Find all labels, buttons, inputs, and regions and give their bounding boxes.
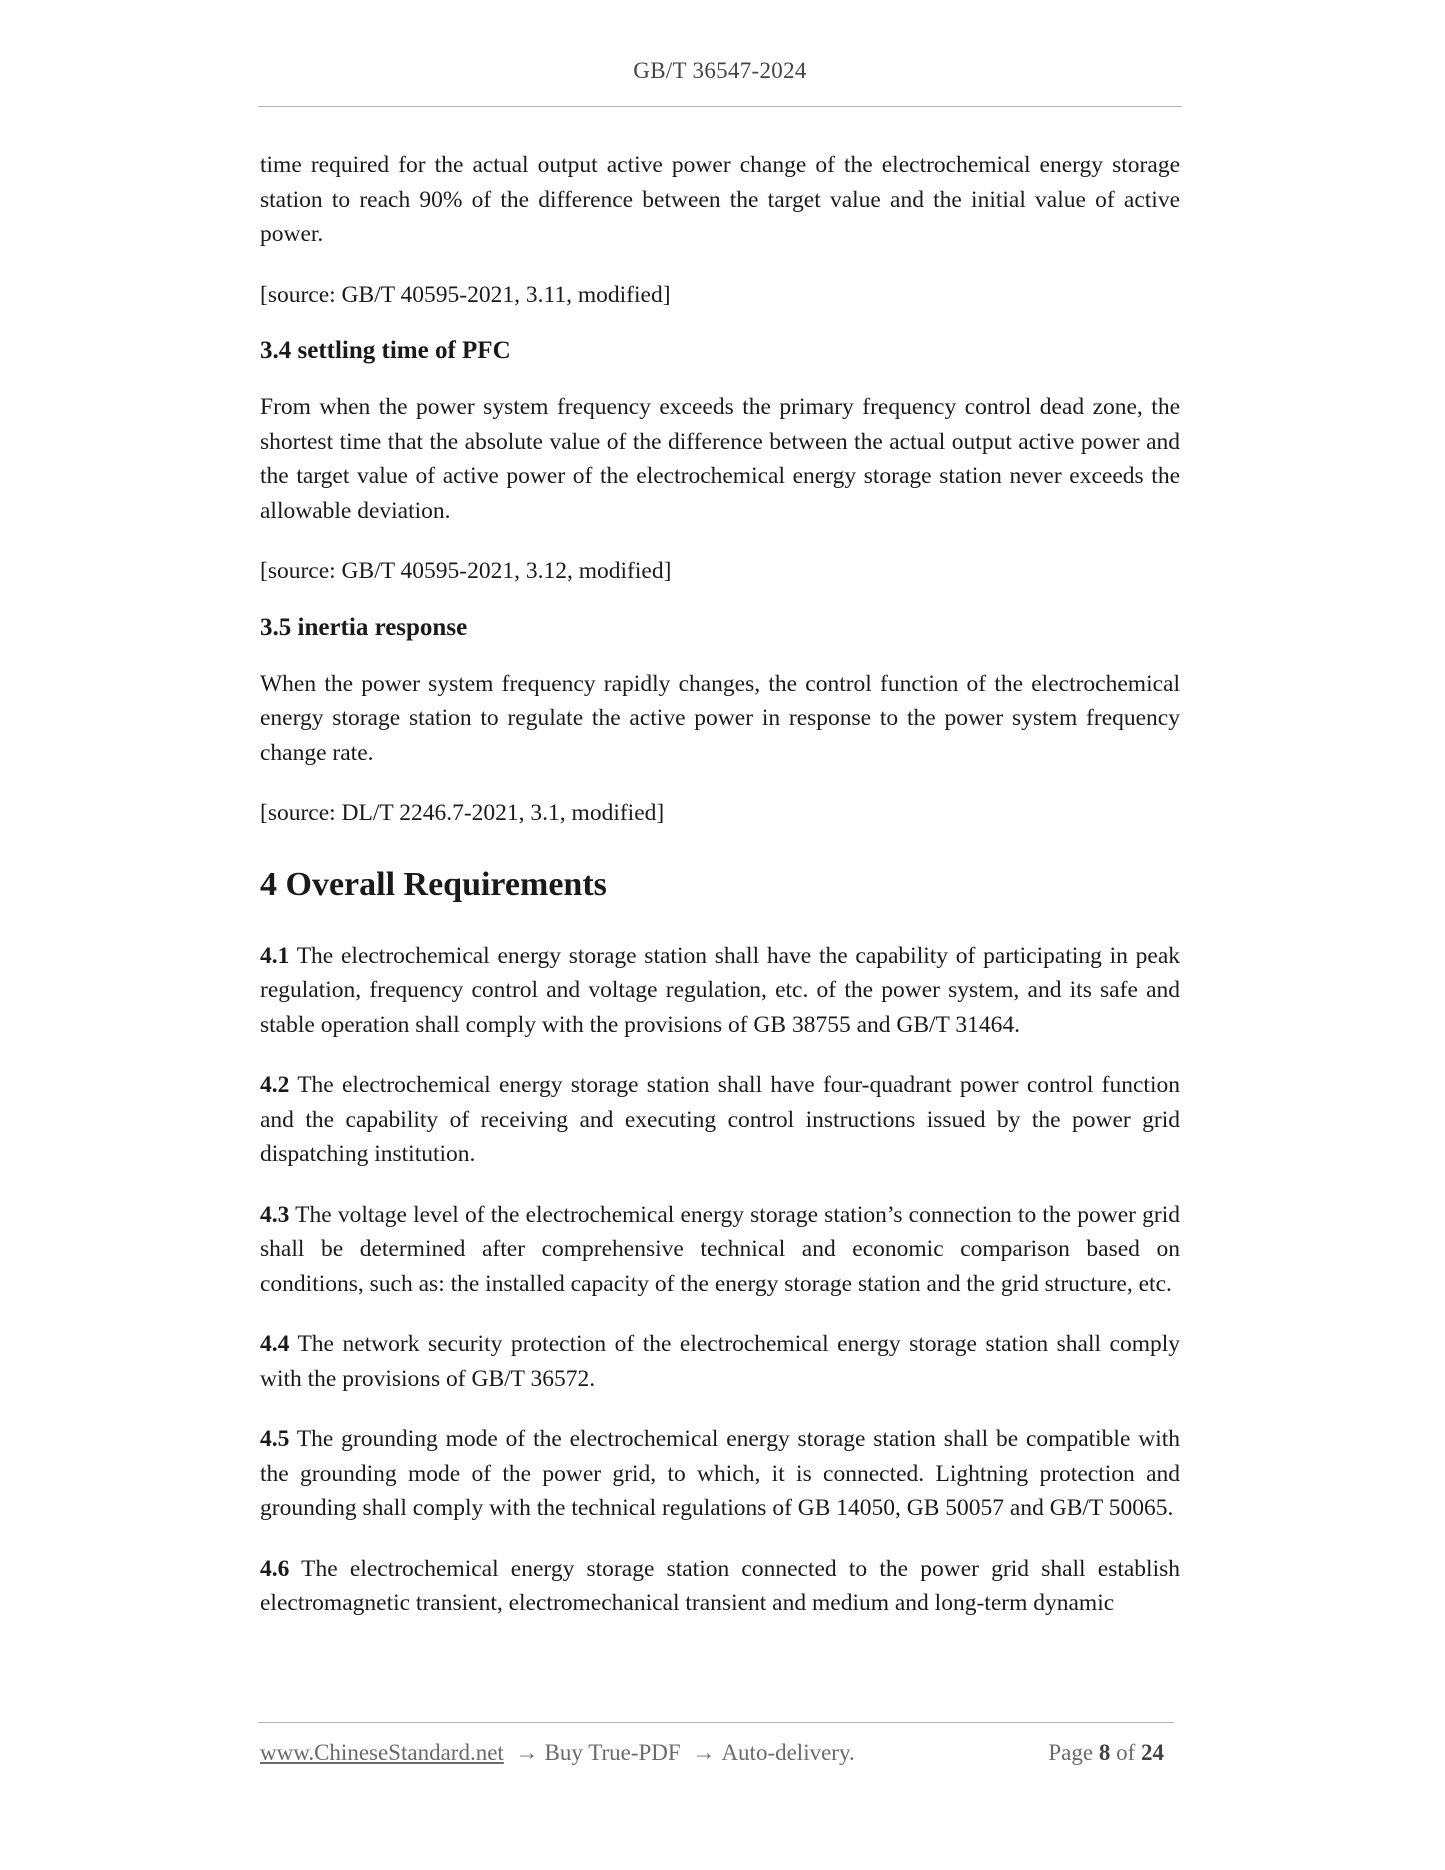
arrow-right-icon: →	[692, 1740, 716, 1765]
clause-4-3	[260, 1198, 1180, 1302]
document-body	[260, 148, 1180, 1647]
running-header: GB/T 36547-2024	[633, 58, 807, 83]
page-footer	[260, 1740, 1174, 1766]
buy-pdf-text: Buy True-PDF	[544, 1740, 681, 1765]
clause-text: The network security protection of the electrochemical energy storage station shall comply with the provisions of GB/T 36572.	[260, 1331, 1180, 1392]
page-label: Page	[1048, 1740, 1094, 1765]
source-citation: [source: GB/T 40595-2021, 3.12, modified]	[260, 558, 672, 584]
clause-4-2	[260, 1068, 1180, 1172]
paragraph-definition: From when the power system frequency exceeds the primary frequency control dead zone, the shortest time that the absolute value of the difference between the actual output active power and the target value of active power of the electrochemical energy storage station never exceeds the allowable deviation.	[260, 394, 1180, 524]
source-citation: [source: GB/T 40595-2021, 3.11, modified]	[260, 281, 671, 308]
clause-4-6	[260, 1552, 1180, 1621]
clause-text: The electrochemical energy storage station shall have the capability of participating in peak regulation, frequency control and voltage regulation, etc. of the power system, and its safe and stable operation shall comply with the provisions of GB 38755 and GB/T 31464.	[260, 942, 1180, 1038]
paragraph-definition: When the power system frequency rapidly changes, the control function of the electrochemical energy storage station to regulate the active power in response to the power system frequency change rate.	[260, 670, 1180, 766]
of-label: of	[1116, 1740, 1136, 1765]
clause-number: 4.1	[260, 942, 290, 969]
clause-text: The grounding mode of the electrochemical energy storage station shall be compatible with the grounding mode of the power grid, to which, it is connected. Lightning protection and grounding shall comply with the technical regulations of GB 14050, GB 50057 and GB/T 50065.	[260, 1426, 1181, 1521]
auto-delivery-text: Auto-delivery.	[721, 1740, 855, 1765]
clause-text: The electrochemical energy storage station connected to the power grid shall establish electromagnetic transient, electromechanical transient and medium and long-term dynamic	[260, 1555, 1181, 1616]
header-divider	[258, 106, 1182, 107]
clause-number: 4.2	[260, 1072, 290, 1098]
paragraph-definition-continued: time required for the actual output active power change of the electrochemical energy storage station to reach 90% of the difference between the target value and the initial value of active power.	[260, 152, 1180, 247]
clause-number: 4.6	[260, 1555, 290, 1582]
current-page-number: 8	[1098, 1740, 1111, 1765]
term-heading-3-4: 3.4 settling time of PFC	[260, 337, 511, 364]
clause-4-1	[260, 939, 1180, 1043]
arrow-right-icon: →	[515, 1740, 539, 1765]
section-heading-4: 4 Overall Requirements	[260, 865, 607, 903]
clause-4-4	[260, 1327, 1180, 1396]
site-link[interactable]: www.ChineseStandard.net	[260, 1740, 504, 1765]
term-heading-3-5: 3.5 inertia response	[260, 613, 468, 641]
clause-text: The voltage level of the electrochemical energy storage station’s connection to the power grid shall be determined after comprehensive technical and economic comparison based on conditions, such as: the installed capacity of the energy storage station and the grid structure, etc.	[260, 1201, 1181, 1297]
total-pages-number: 24	[1141, 1740, 1164, 1765]
page-indicator	[1048, 1740, 1164, 1766]
clause-4-5	[260, 1422, 1180, 1526]
clause-number: 4.4	[260, 1331, 290, 1357]
clause-text: The electrochemical energy storage station shall have four-quadrant power control function and the capability of receiving and executing control instructions issued by the power grid dispatching institution.	[260, 1072, 1180, 1167]
clause-number: 4.5	[260, 1426, 290, 1452]
source-citation: [source: DL/T 2246.7-2021, 3.1, modified]	[260, 800, 665, 826]
clause-number: 4.3	[260, 1201, 290, 1228]
footer-divider	[258, 1722, 1174, 1723]
